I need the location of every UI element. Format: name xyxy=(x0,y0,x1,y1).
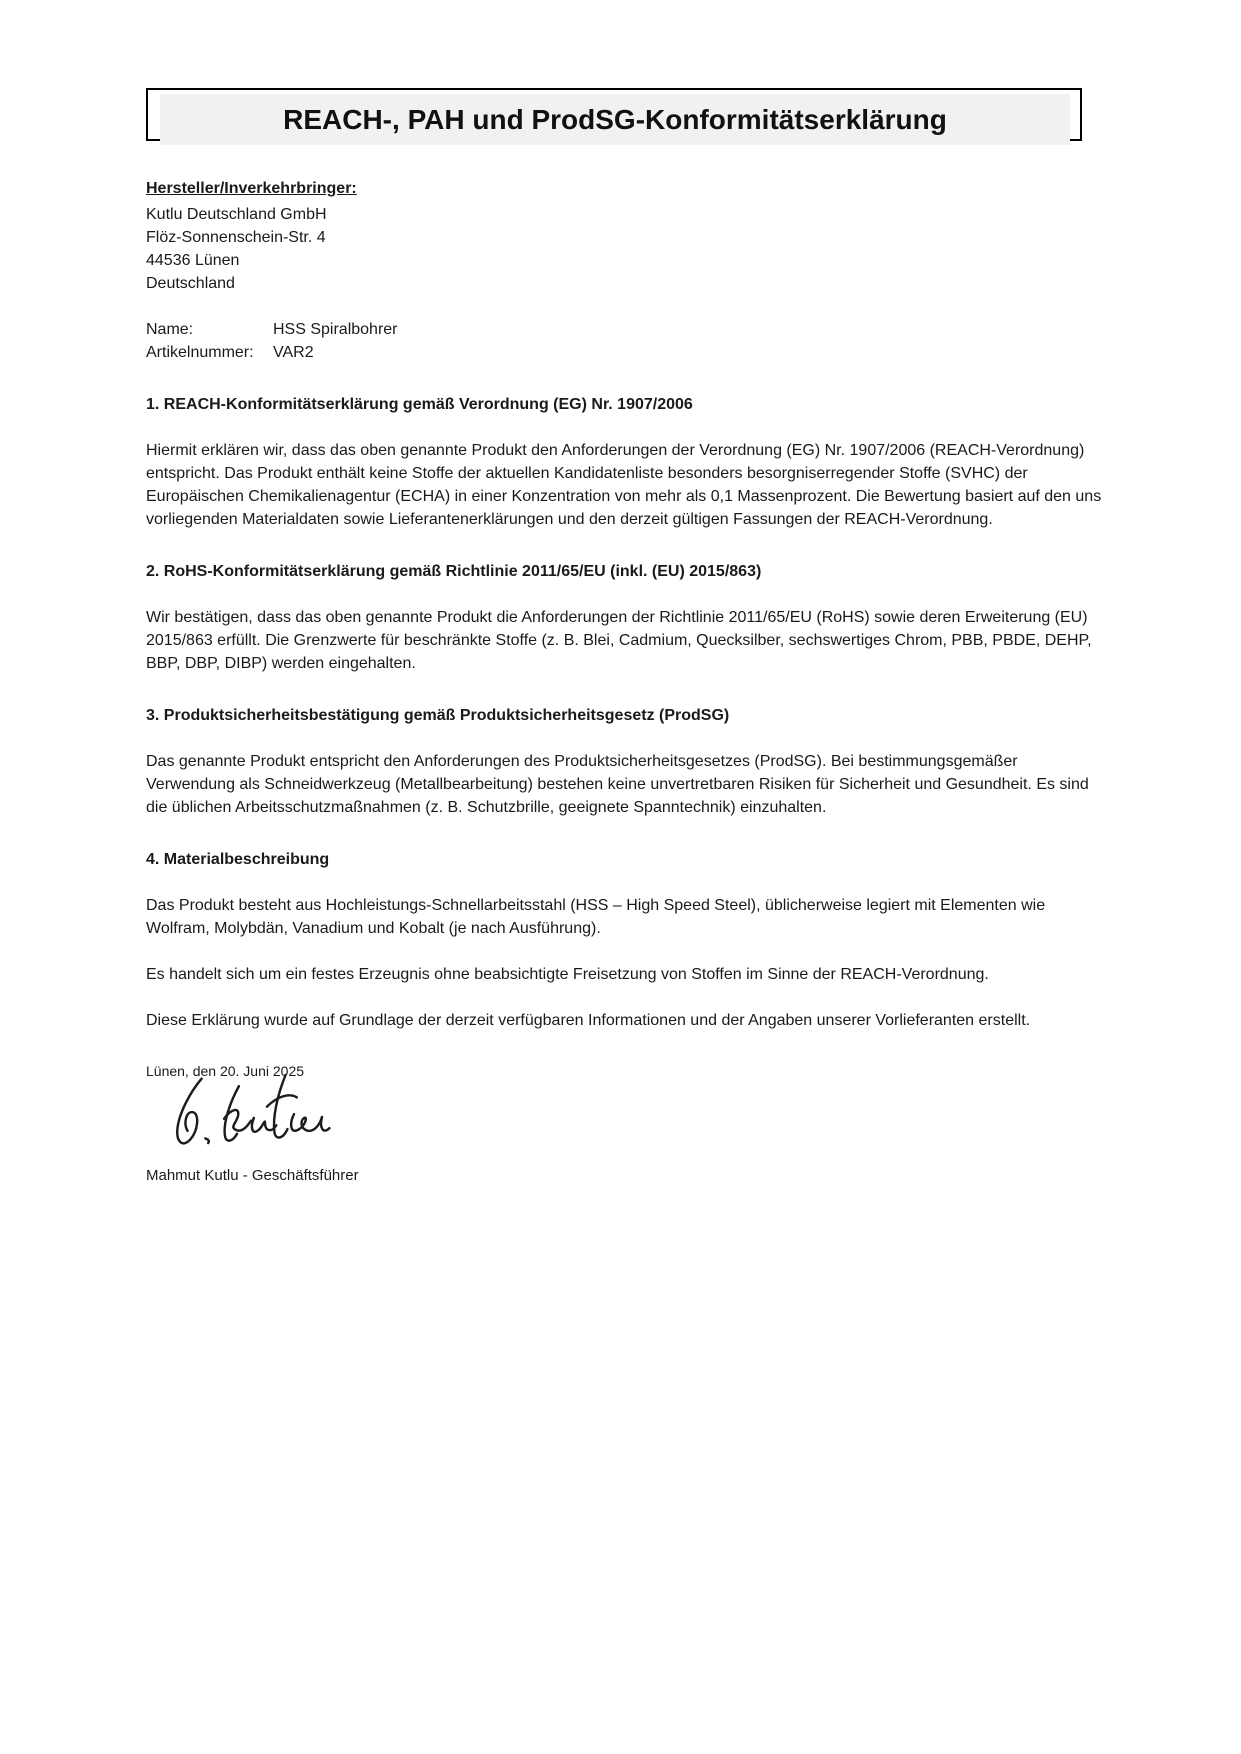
section-reach-paragraph: Hiermit erklären wir, dass das oben genannte Produkt den Anforderungen der Verordnung (EG) Nr. 1907/2006 (REACH-Verordnung) entspricht. Das Produkt enthält keine Stoffe der aktuellen Kandidatenliste besonders besorgniserregender Stoffe (SVHC) der Europäischen Chemikalienagentur (ECHA) in einer Konzentration von mehr als 0,1 Massenprozent. Die Bewertung basiert auf den uns vorliegenden Materialdaten sowie Lieferantenerklärungen und den derzeit gültigen Fassungen der REACH-Verordnung. xyxy=(146,442,1102,528)
section-reach-heading: 1. REACH-Konformitätserklärung gemäß Verordnung (EG) Nr. 1907/2006 xyxy=(146,396,693,413)
manufacturer-street: Flöz-Sonnenschein-Str. 4 xyxy=(146,229,326,246)
manufacturer-company: Kutlu Deutschland GmbH xyxy=(146,206,327,223)
place-date: Lünen, den 20. Juni 2025 xyxy=(146,1063,305,1079)
section-reach xyxy=(146,393,1103,531)
section-prodsg-heading: 3. Produktsicherheitsbestätigung gemäß Produktsicherheitsgesetz (ProdSG) xyxy=(146,707,730,724)
section-prodsg-paragraph: Das genannte Produkt entspricht den Anforderungen des Produktsicherheitsgesetzes (ProdSG). Bei bestimmungsgemäßer Verwendung als Schneidwerkzeug (Metallbearbeitung) bestehen keine unvertretbaren Risiken für Sicherheit und Gesundheit. Es sind die üblichen Arbeitsschutzmaßnahmen (z. B. Schutzbrille, geeignete Spanntechnik) einzuhalten. xyxy=(146,753,1089,816)
section-prodsg xyxy=(146,704,1103,819)
section-material-paragraph-3: Diese Erklärung wurde auf Grundlage der derzeit verfügbaren Informationen und der Angaben unserer Vorlieferanten erstellt. xyxy=(146,1012,1031,1029)
product-name-value: HSS Spiralbohrer xyxy=(273,321,398,338)
document-title: REACH-, PAH und ProdSG-Konformitätserklärung xyxy=(160,94,1070,145)
product-name-label: Name: xyxy=(146,321,194,338)
section-rohs-paragraph: Wir bestätigen, dass das oben genannte Produkt die Anforderungen der Richtlinie 2011/65/EU (RoHS) sowie deren Erweiterung (EU) 2015/863 erfüllt. Die Grenzwerte für beschränkte Stoffe (z. B. Blei, Cadmium, Quecksilber, sechswertiges Chrom, PBB, PBDE, DEHP, BBP, DBP, DIBP) werden eingehalten. xyxy=(146,609,1092,672)
manufacturer-country: Deutschland xyxy=(146,275,235,292)
product-block xyxy=(146,318,1103,364)
section-rohs xyxy=(146,560,1103,675)
section-material-paragraph-1: Das Produkt besteht aus Hochleistungs-Schnellarbeitsstahl (HSS – High Speed Steel), üblicherweise legiert mit Elementen wie Wolfram, Molybdän, Vanadium und Kobalt (je nach Ausführung). xyxy=(146,897,1046,937)
section-material-paragraph-2: Es handelt sich um ein festes Erzeugnis ohne beabsichtigte Freisetzung von Stoffen im Sinne der REACH-Verordnung. xyxy=(146,966,989,983)
article-number-label: Artikelnummer: xyxy=(146,344,254,361)
section-material-heading: 4. Materialbeschreibung xyxy=(146,851,330,868)
section-material xyxy=(146,848,1103,1032)
product-name-row xyxy=(146,318,1103,341)
section-rohs-heading: 2. RoHS-Konformitätserklärung gemäß Richtlinie 2011/65/EU (inkl. (EU) 2015/863) xyxy=(146,563,762,580)
product-article-row xyxy=(146,341,1103,364)
manufacturer-block xyxy=(146,177,1103,295)
manufacturer-heading: Hersteller/Inverkehrbringer: xyxy=(146,180,357,197)
article-number-value: VAR2 xyxy=(273,344,314,361)
signer-name: Mahmut Kutlu - Geschäftsführer xyxy=(146,1167,359,1184)
manufacturer-city: 44536 Lünen xyxy=(146,252,240,269)
signature-image xyxy=(168,1068,1103,1164)
title-box-frame xyxy=(146,88,1082,141)
